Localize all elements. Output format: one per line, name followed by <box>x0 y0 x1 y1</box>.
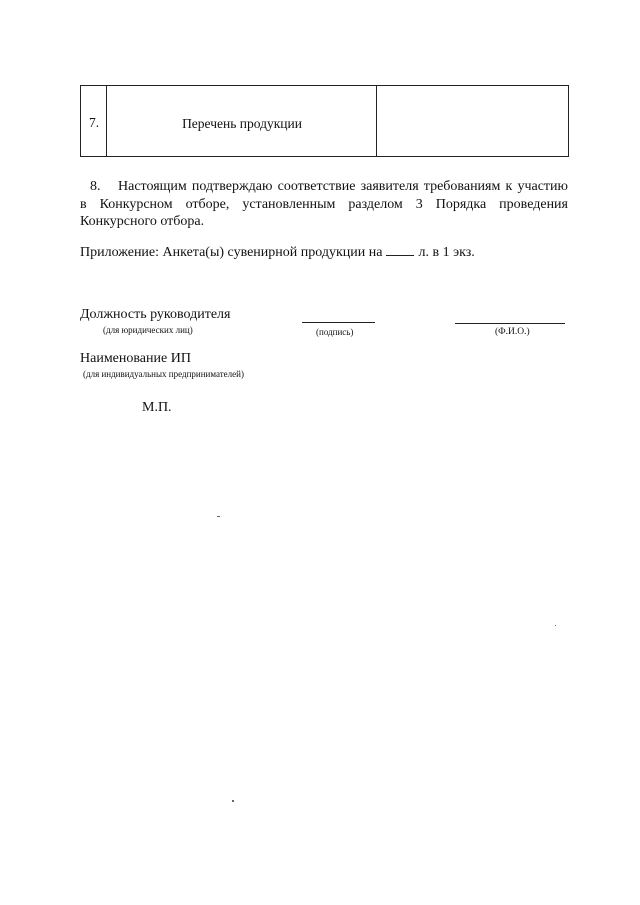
products-table-row <box>80 85 569 157</box>
stamp-place-label: М.П. <box>142 400 172 415</box>
fio-line <box>455 323 565 324</box>
fio-note: (Ф.И.О.) <box>495 327 530 337</box>
confirmation-paragraph <box>80 178 568 231</box>
signature-note: (подпись) <box>316 327 354 337</box>
appendix-line <box>80 243 475 261</box>
paragraph-text: Настоящим подтверждаю соответствие заявителя требованиям к участию в Конкурсном отборе, установленным разделом 3 Порядка проведения Конкурсного отбора. <box>80 179 568 229</box>
position-label: Должность руководителя <box>80 307 231 322</box>
scan-speck <box>555 625 556 626</box>
pages-count-blank <box>386 243 414 256</box>
row-number: 7. <box>89 115 100 130</box>
entrepreneur-label: Наименование ИП <box>80 351 191 366</box>
scan-speck <box>232 800 234 802</box>
row-label: Перечень продукции <box>182 116 302 131</box>
table-cell-value <box>377 86 568 156</box>
signature-line <box>302 322 375 323</box>
appendix-prefix: Приложение: Анкета(ы) сувенирной продукции на <box>80 245 383 260</box>
scan-speck <box>217 516 220 517</box>
paragraph-number: 8. <box>90 179 101 194</box>
position-note: (для юридических лиц) <box>103 325 193 335</box>
entrepreneur-note: (для индивидуальных предпринимателей) <box>83 369 244 379</box>
appendix-suffix: л. в 1 экз. <box>418 245 475 260</box>
